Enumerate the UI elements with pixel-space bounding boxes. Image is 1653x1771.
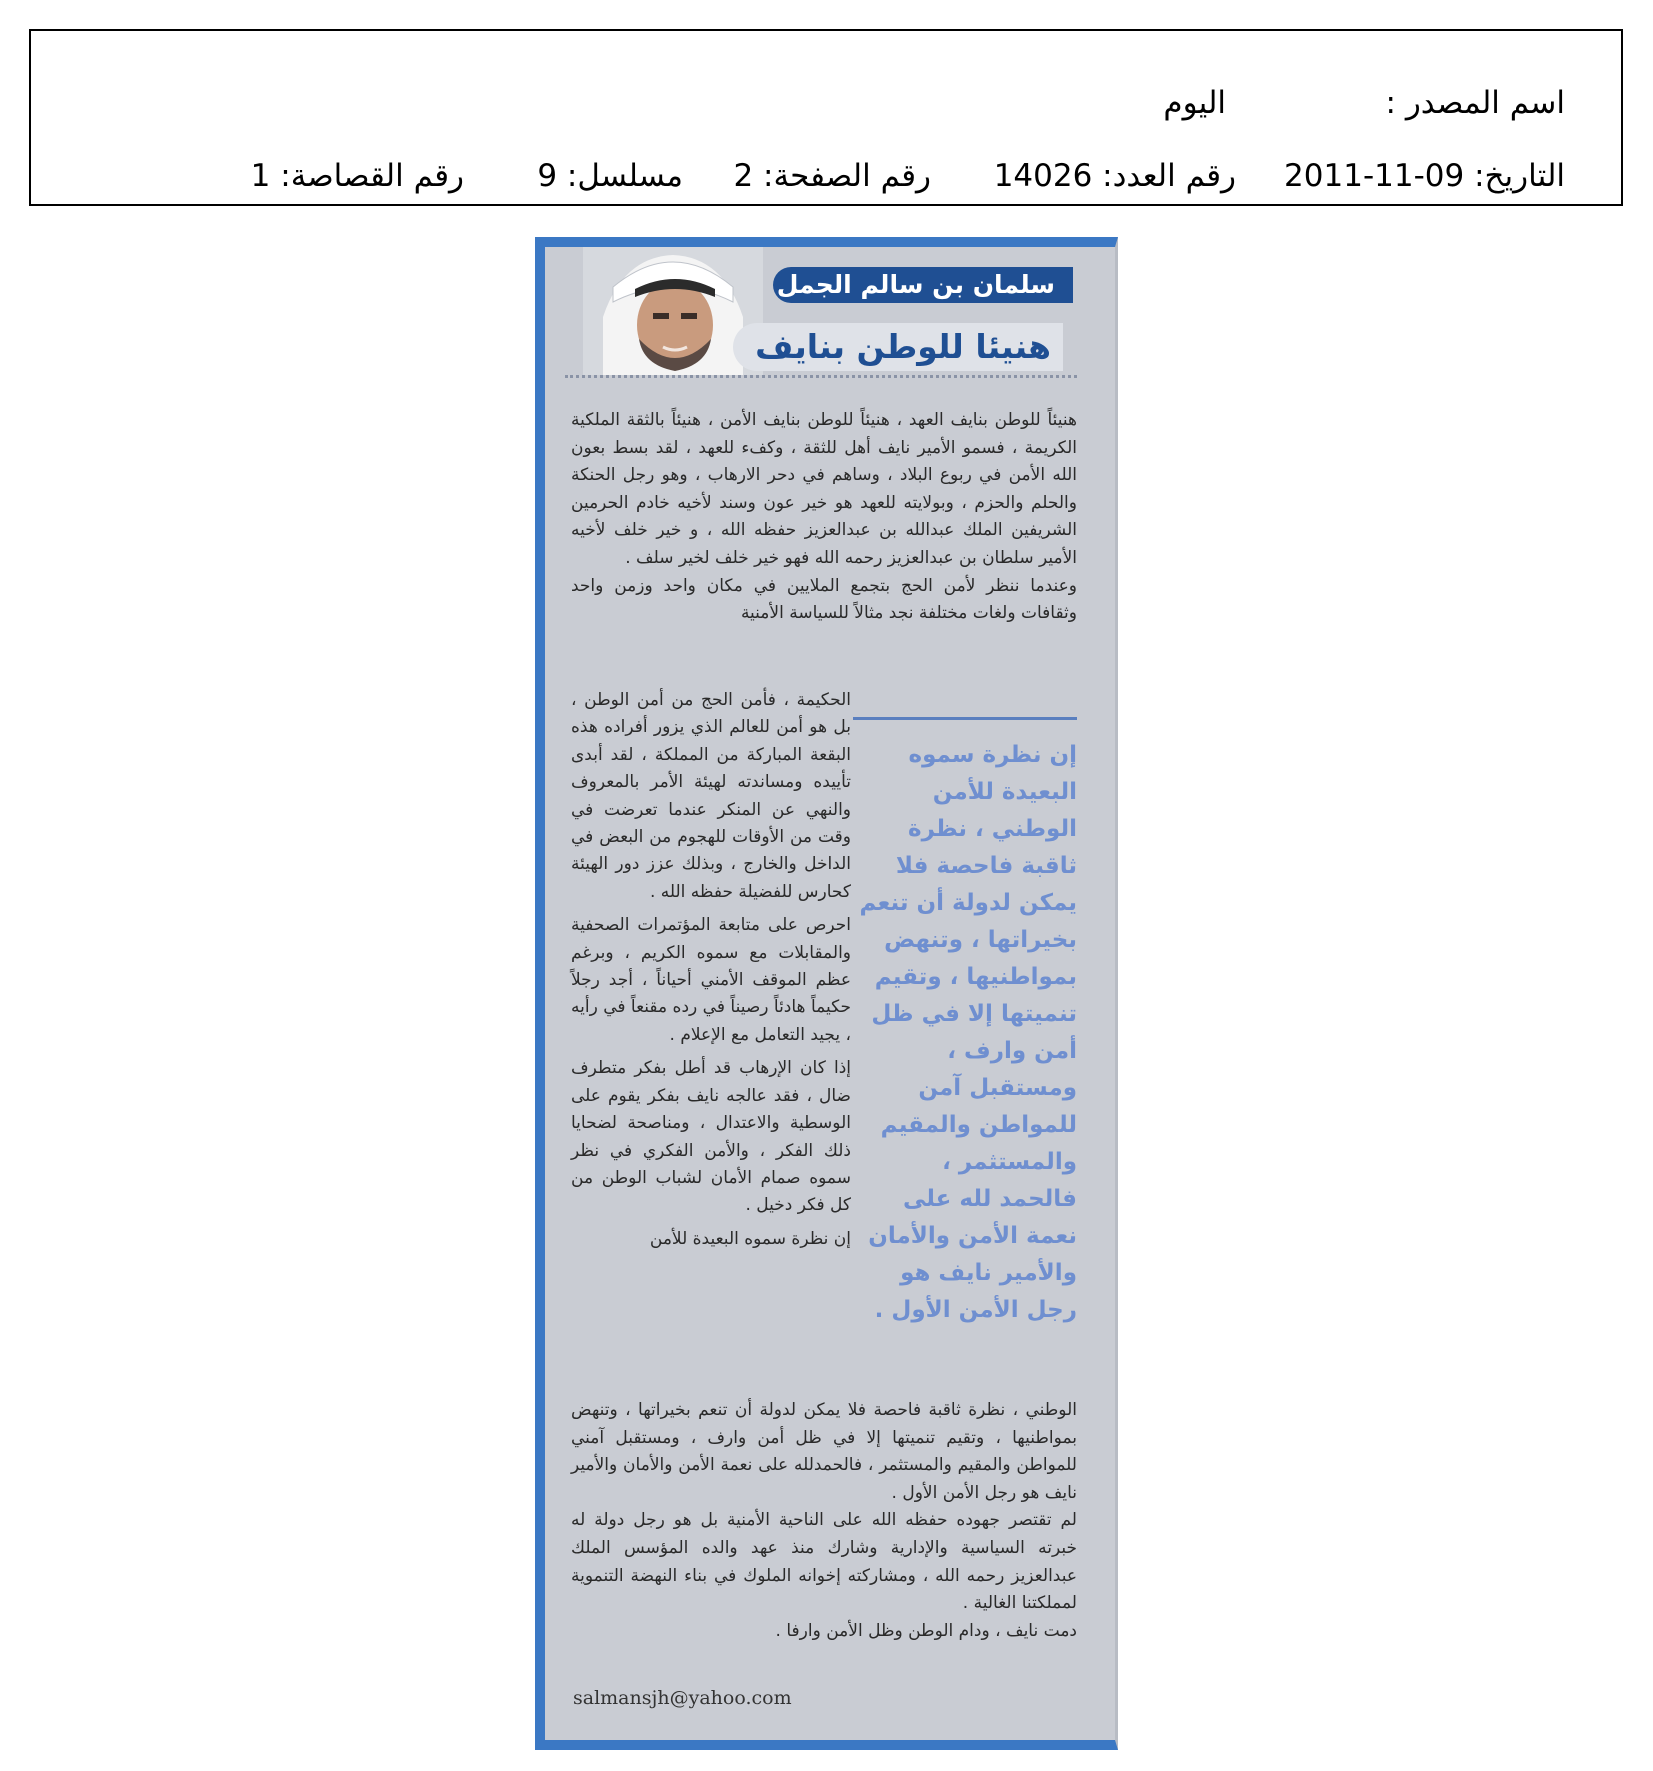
article-headline: هنيئا للوطن بنايف [733, 323, 1063, 371]
header-divider [565, 375, 1077, 378]
paragraph: إن نظرة سموه البعيدة للأمن [649, 1228, 851, 1249]
date-field: التاريخ: 09-11-2011 [1284, 158, 1565, 194]
closing-text [571, 1397, 1077, 1645]
author-email: salmansjh@yahoo.com [573, 1687, 792, 1709]
clip-number-field: رقم القصاصة: 1 [250, 158, 464, 194]
issue-number-field: رقم العدد: 14026 [993, 158, 1236, 194]
paragraph: إذا كان الإرهاب قد أطل بفكر متطرف ضال ، فقد عالجه نايف بفكر يقوم على الوسطية والاعتدال ، ومناصحة لضحايا ذلك الفكر ، والأمن الفكري في نظر سموه صمام الأمان لشباب الوطن من كل فكر دخيل . [571, 1058, 851, 1216]
source-value: اليوم [1163, 85, 1226, 121]
intro-text [571, 407, 1077, 628]
body-column [571, 687, 851, 1259]
paragraph: هنيئاً للوطن بنايف العهد ، هنيئاً للوطن بنايف الأمن ، هنيئاً بالثقة الملكية الكريمة ، فسمو الأمير نايف أهل للثقة ، وكفء للعهد ، لقد بسط بعون الله الأمن في ربوع البلاد ، وساهم في دحر الارهاب ، وهو رجل الحنكة والحلم والحزم ، وبولايته للعهد هو خير عون وسند لأخيه خادم الحرمين الشريفين الملك عبدالله بن عبدالعزيز حفظه الله ، و خير خلف لأخيه الأمير سلطان بن عبدالعزيز رحمه الله فهو خير خلف لخير سلف . [571, 410, 1077, 568]
serial-field: مسلسل: 9 [537, 158, 683, 194]
paragraph: وعندما ننظر لأمن الحج بتجمع الملايين في مكان واحد وزمن واحد وثقافات ولغات مختلفة نجد مثالاً للسياسة الأمنية [571, 575, 1077, 624]
paragraph: احرص على متابعة المؤتمرات الصحفية والمقابلات مع سموه الكريم ، وبرغم عظم الموقف الأمني أحياناً ، أجد رجلاً حكيماً هادئاً رصيناً في رده مقنعاً في رأيه ، يجيد التعامل مع الإعلام . [571, 915, 851, 1045]
paragraph: دمت نايف ، ودام الوطن وظل الأمن وارفا . [775, 1620, 1077, 1641]
clipping-metadata-box [29, 29, 1623, 206]
paragraph: الحكيمة ، فأمن الحج من أمن الوطن ، بل هو أمن للعالم الذي يزور أفراده هذه البقعة المباركة من المملكة ، لقد أبدى تأييده ومساندته لهيئة الأمر بالمعروف والنهي عن المنكر عندما تعرضت في وقت من الأوقات للهجوم من البعض في الداخل والخارج ، وبذلك عزز دور الهيئة كحارس للفضيلة حفظه الله . [571, 690, 851, 902]
newspaper-clipping [535, 237, 1118, 1750]
paragraph: لم تقتصر جهوده حفظه الله على الناحية الأمنية بل هو رجل دولة له خبرته السياسية والإدارية وشارك منذ عهد والده المؤسس الملك عبدالعزيز رحمه الله ، ومشاركته إخوانه الملوك في بناء النهضة التنموية لمملكتنا الغالية . [571, 1510, 1077, 1614]
author-name: سلمان بن سالم الجمل [773, 267, 1073, 303]
pull-quote: إن نظرة سموه البعيدة للأمن الوطني ، نظرة ثاقبة فاحصة فلا يمكن لدولة أن تنعم بخيراتها ، وتنهض بمواطنيها ، وتقيم تنميتها إلا في ظل أمن وارف ، ومستقبل آمن للمواطن والمقيم والمستثمر ، فالحمد لله على نعمة الأمن والأمان والأمير نايف هو رجل الأمن الأول . [859, 742, 1077, 1323]
pull-quote-rule [853, 717, 1077, 720]
page-number-field: رقم الصفحة: 2 [733, 158, 931, 194]
paragraph: الوطني ، نظرة ثاقبة فاحصة فلا يمكن لدولة أن تنعم بخيراتها ، وتنهض بمواطنيها ، وتقيم تنميتها إلا في ظل أمن وارف ، ومستقبل آمني للمواطن والمقيم والمستثمر ، فالحمدلله على نعمة الأمن والأمان والأمير نايف هو رجل الأمن الأول . [571, 1400, 1077, 1503]
source-label: اسم المصدر : [1385, 85, 1565, 121]
